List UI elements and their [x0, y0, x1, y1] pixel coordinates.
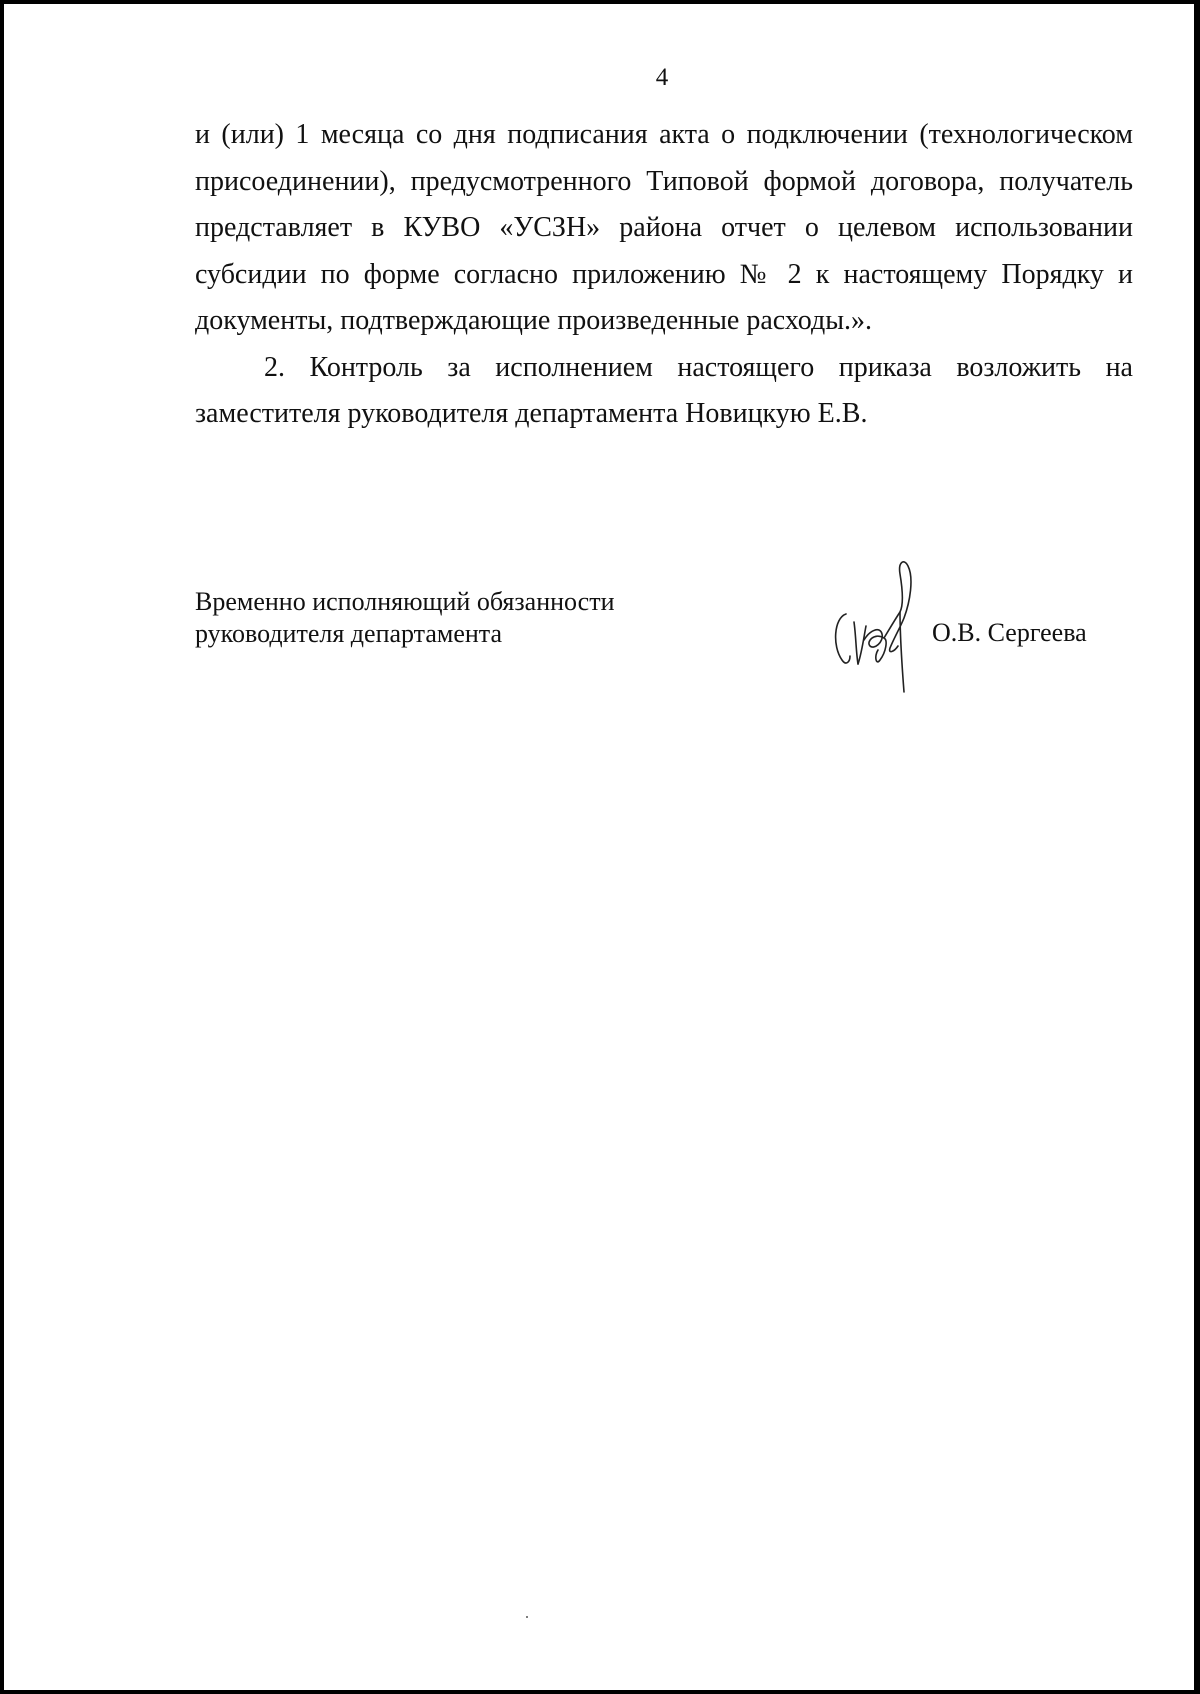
- page-number: 4: [655, 64, 669, 91]
- paragraph-continuation: и (или) 1 месяца со дня подписания акта о подключении (технологическом присоединении), предусмотренного Типовой формой договора, получатель представляет в КУВО «УСЗН» района отчет о целевом использовании субсидии по форме согласно приложению № 2 к настоящему Порядку и документы, подтверждающие произведенные расходы.».: [195, 119, 1133, 336]
- signatory-position: [195, 586, 615, 650]
- document-body: [195, 112, 1133, 438]
- position-line-2: руководителя департамента: [195, 619, 503, 648]
- scan-artifact-dot: [526, 1616, 528, 1618]
- document-page: [4, 4, 1194, 1690]
- paragraph-control-clause: 2. Контроль за исполнением настоящего приказа возложить на заместителя руководителя департамента Новицкую Е.В.: [195, 351, 1133, 429]
- signatory-name: О.В. Сергеева: [932, 618, 1087, 647]
- handwritten-signature: [824, 556, 944, 696]
- position-line-1: Временно исполняющий обязанности: [195, 587, 615, 616]
